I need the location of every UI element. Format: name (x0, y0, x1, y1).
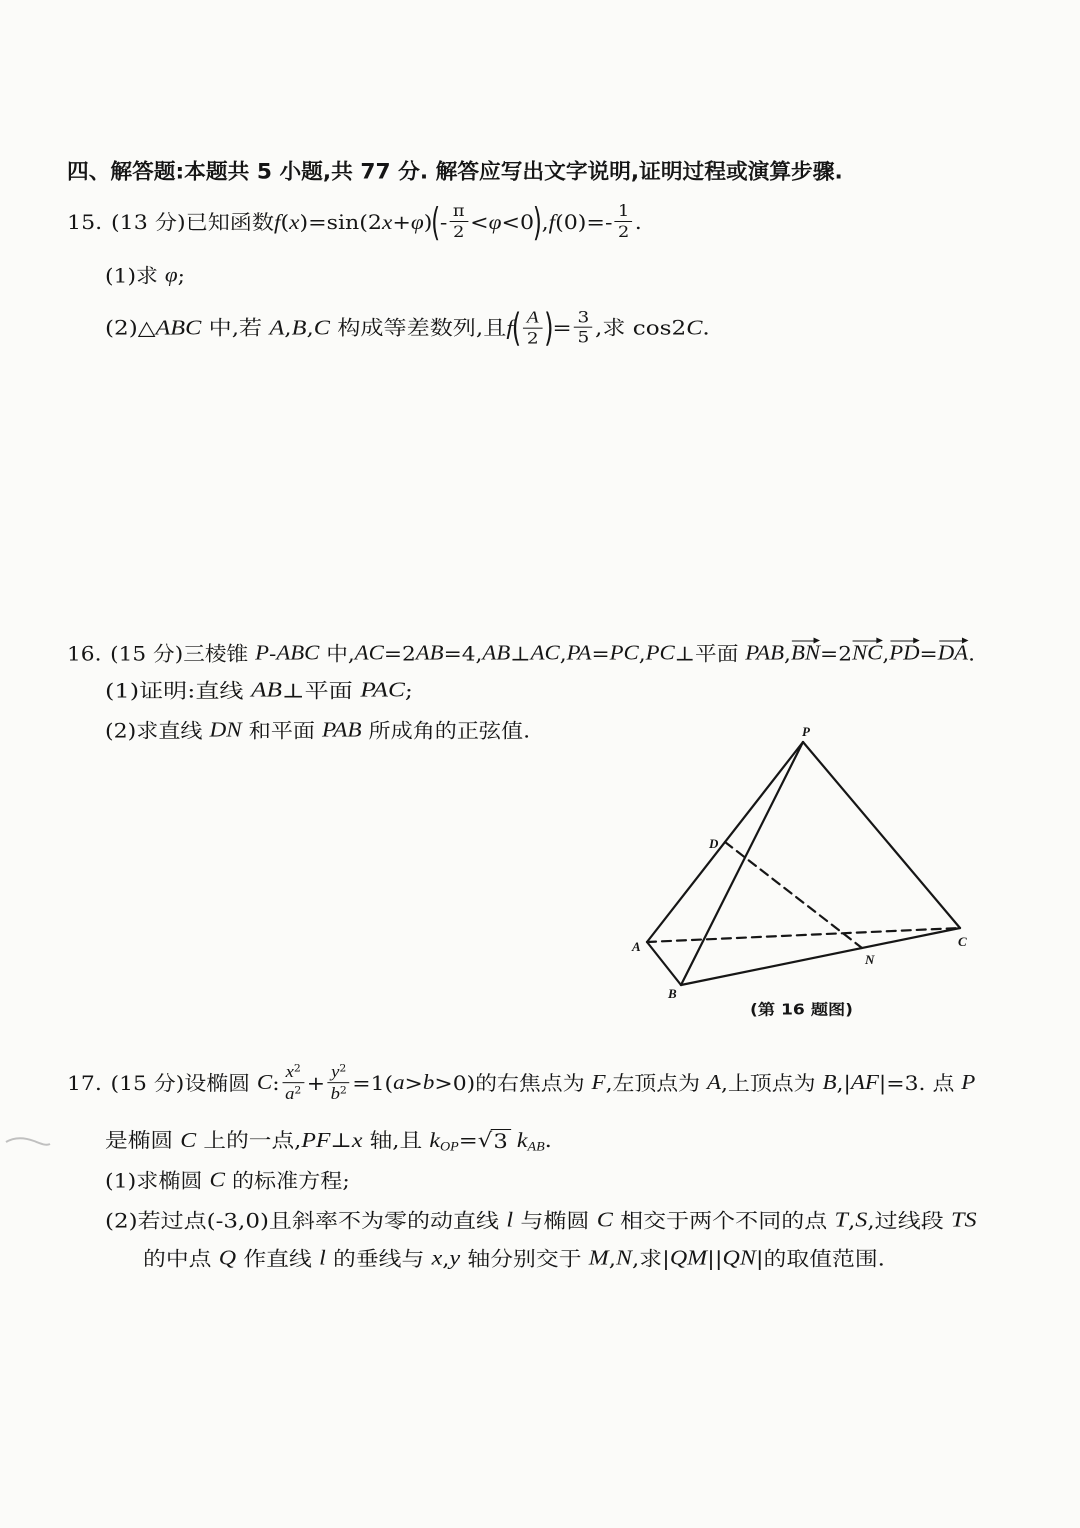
text-run: 和平面 (241, 718, 323, 742)
edge-bc (681, 928, 960, 985)
vector-pd: PD (889, 640, 920, 665)
math-symbol: < (470, 210, 489, 234)
question-number: 16. (67, 641, 102, 665)
math-var: l (506, 1207, 514, 1232)
text-run: 上的一点, (196, 1128, 302, 1152)
math-var: DN (209, 717, 242, 742)
text-run: (1)求椭圆 (105, 1168, 210, 1192)
text-run: 作直线 (236, 1246, 320, 1270)
math-var: x (431, 1245, 443, 1270)
math-symbol: . (968, 641, 975, 665)
math-var: k (429, 1127, 441, 1152)
math-symbol: =2 (820, 641, 852, 665)
q16-part1 (105, 677, 413, 702)
math-var: F (591, 1070, 606, 1095)
math-symbol: ⊥ (510, 641, 531, 665)
subscript: OP (440, 1139, 459, 1154)
math-var: AB (482, 640, 511, 665)
text-run: ,上顶点为 (721, 1071, 823, 1095)
vertex-label-d: D (709, 836, 719, 851)
slope-k-ab (516, 1127, 545, 1154)
math-symbol: = (458, 1128, 478, 1152)
text-run: 轴分别交于 (460, 1246, 589, 1270)
question-number: 15. (67, 210, 103, 234)
text-run: ⊥平面 (674, 641, 746, 665)
math-var: C (256, 1070, 273, 1095)
text-run: ,左顶点为 (605, 1071, 708, 1095)
math-symbol: , (559, 641, 567, 665)
math-symbol: , (442, 1246, 450, 1270)
math-var: PC (609, 640, 639, 665)
q17-stem (67, 1063, 975, 1103)
math-var: C (313, 315, 330, 340)
text-run: (2)求直线 (105, 718, 210, 742)
fraction-denominator: 2 (526, 328, 539, 348)
fraction-denominator: 2 (453, 222, 465, 241)
question-score: (15 分) (110, 641, 184, 665)
math-symbol: . (634, 210, 642, 234)
text-run: 的垂线与 (325, 1246, 432, 1270)
math-symbol: || (707, 1246, 723, 1270)
math-var: B (822, 1070, 837, 1095)
math-var: TS (951, 1207, 977, 1232)
math-var: T (834, 1207, 848, 1232)
math-var: C (686, 315, 703, 340)
text-run: >0)的右焦点为 (434, 1071, 592, 1095)
math-symbol: - (268, 641, 277, 665)
math-var: AC (354, 640, 384, 665)
edge-ac-hidden (647, 928, 960, 942)
math-var: A (707, 1070, 722, 1095)
subscript: AB (527, 1139, 545, 1154)
vertex-label-a: A (632, 939, 641, 954)
fraction (327, 1063, 350, 1103)
vector-da: DA (937, 640, 969, 665)
math-var: y (449, 1245, 461, 1270)
q16-part2 (105, 717, 531, 742)
vector-nc: NC (851, 640, 883, 665)
math-var: N (616, 1245, 633, 1270)
math-symbol: ) (423, 210, 433, 234)
math-var: f (548, 209, 556, 234)
question-score: (15 分) (110, 1071, 185, 1095)
math-symbol: : (272, 1071, 280, 1095)
fraction-denominator: 2 (617, 222, 630, 241)
math-var: x (381, 209, 393, 234)
edge-pc (803, 742, 960, 928)
edge-pb (681, 742, 803, 985)
math-symbol: = (552, 315, 572, 340)
math-var: AF (850, 1070, 879, 1095)
tetrahedron-figure (630, 720, 980, 1005)
math-symbol: , (608, 1246, 617, 1270)
math-symbol: )=sin(2 (299, 210, 382, 234)
section-header: 四、解答题:本题共 5 小题,共 77 分. 解答应写出文字说明,证明过程或演算步骤. (67, 159, 843, 184)
math-symbol: =2 (383, 641, 416, 665)
fraction-denominator (282, 1083, 305, 1103)
math-var: P (961, 1070, 976, 1095)
vertex-label-p: P (802, 724, 810, 739)
math-symbol: =4, (443, 641, 483, 665)
question-number: 17. (67, 1071, 102, 1095)
math-symbol: + (306, 1071, 326, 1095)
math-symbol: (0)=- (555, 210, 613, 234)
vertex-label-b: B (668, 986, 677, 1001)
exponent: 2 (339, 1085, 347, 1097)
q17-part1 (105, 1167, 350, 1192)
math-symbol: =1( (352, 1071, 394, 1095)
fraction-numerator: A (523, 309, 542, 329)
text-run: 的标准方程; (224, 1168, 350, 1192)
fraction (523, 309, 542, 348)
math-symbol: <0 (501, 210, 535, 234)
math-var: b (422, 1070, 435, 1095)
text-run: ; (404, 678, 413, 702)
math-var: Q (218, 1245, 237, 1270)
math-symbol: - (439, 210, 448, 234)
math-symbol: . (702, 315, 710, 340)
math-var: f (506, 315, 514, 340)
fraction (615, 203, 633, 241)
right-paren: ) (533, 200, 543, 244)
math-var: φ (164, 262, 178, 287)
math-var: k (516, 1127, 528, 1152)
math-var: C (596, 1207, 613, 1232)
text-run: 相交于两个不同的点 (612, 1208, 835, 1232)
exponent: 2 (339, 1063, 347, 1075)
math-symbol: , (306, 315, 314, 340)
q17-stem-line2 (105, 1127, 552, 1154)
text-run: 所成角的正弦值. (361, 718, 531, 742)
math-symbol: + (392, 210, 411, 234)
math-symbol: ⊥ (330, 1128, 352, 1152)
text-run: 构成等差数列,且 (329, 315, 507, 340)
text-run: 轴,且 (362, 1128, 430, 1152)
math-var: a (285, 1084, 295, 1103)
math-var: x (289, 209, 300, 234)
math-symbol: , (541, 210, 549, 234)
left-paren: ( (431, 200, 441, 244)
text-run: 三棱锥 (183, 641, 256, 665)
text-run: (1)证明:直线 (105, 678, 252, 702)
math-symbol: = (919, 641, 938, 665)
math-var: AB (415, 640, 444, 665)
text-run: ,求| (632, 1246, 670, 1270)
question-score: (13 分) (111, 210, 186, 234)
math-var: M (588, 1245, 609, 1270)
math-var: ABC (155, 315, 202, 340)
math-var: a (393, 1070, 405, 1095)
math-var: B (291, 315, 307, 340)
text-run: 的中点 (143, 1246, 219, 1270)
fraction-denominator (327, 1083, 350, 1103)
q16-stem (67, 640, 975, 665)
text-run: |=3. 点 (878, 1071, 962, 1095)
sqrt-radicand: 3 (491, 1129, 511, 1151)
math-var: φ (488, 209, 502, 234)
math-symbol: ( (280, 210, 290, 234)
math-var: x (351, 1127, 363, 1152)
math-var: S (855, 1207, 868, 1232)
text-run: 设椭圆 (184, 1071, 257, 1095)
text-run: |的取值范围. (755, 1246, 885, 1270)
exponent: 2 (294, 1085, 302, 1097)
math-symbol: , (847, 1208, 856, 1232)
math-var: φ (410, 209, 424, 234)
math-symbol: , (284, 315, 292, 340)
math-var: AC (530, 640, 560, 665)
math-var: PAB (745, 640, 785, 665)
text-run: ⊥平面 (281, 678, 361, 702)
math-symbol: > (404, 1071, 423, 1095)
text-run: 与椭圆 (513, 1208, 597, 1232)
fraction-numerator: 3 (574, 309, 593, 328)
math-var: f (274, 209, 281, 234)
point-label-n: N (865, 952, 875, 967)
text-run: ,求 cos2 (595, 315, 687, 340)
math-var: QM (669, 1245, 708, 1270)
text-run: (2)若过点(-3,0)且斜率不为零的动直线 (105, 1208, 507, 1232)
math-var: PAB (322, 717, 362, 742)
math-var: C (209, 1167, 225, 1192)
figure-caption: (第 16 题图) (750, 1000, 854, 1019)
scan-smudge (4, 1132, 52, 1152)
math-symbol: , (882, 641, 890, 665)
math-var: ABC (276, 640, 320, 665)
edge-ab (647, 942, 681, 985)
text-run: ; (177, 263, 186, 287)
vertex-label-c: C (958, 934, 967, 949)
q17-part2 (105, 1207, 977, 1232)
math-var: PC (645, 640, 675, 665)
math-var: AB (251, 677, 282, 702)
text-run: 是椭圆 (105, 1128, 181, 1152)
math-var: y (331, 1062, 340, 1082)
left-paren: ( (512, 305, 522, 350)
q15-part1 (105, 262, 186, 287)
math-var: QN (722, 1245, 756, 1270)
fraction (574, 309, 593, 347)
q15-part2 (105, 305, 710, 350)
math-var: P (255, 640, 269, 665)
text-run: (1)求 (105, 263, 165, 287)
math-var: PA (566, 640, 592, 665)
text-run: 中, (319, 641, 355, 665)
fraction-numerator: π (450, 203, 468, 222)
fraction (282, 1063, 305, 1103)
fraction-numerator (282, 1063, 304, 1083)
math-var: PF (301, 1127, 331, 1152)
text-run: 已知函数 (185, 210, 275, 234)
sqrt-sign: √ (477, 1128, 493, 1152)
text-run: ,过线段 (867, 1208, 952, 1232)
math-var: PAC (360, 677, 405, 702)
math-var: b (330, 1084, 340, 1103)
math-symbol: , (638, 641, 646, 665)
right-paren: ) (543, 305, 554, 350)
fraction-numerator (328, 1063, 350, 1083)
q17-part2-continued (143, 1245, 885, 1270)
vector-bn: BN (790, 640, 821, 665)
slope-k-op (429, 1127, 459, 1154)
text-run: 中,若 (201, 315, 270, 340)
text-run: (2)△ (105, 315, 156, 340)
exponent: 2 (293, 1063, 301, 1075)
math-symbol: , (784, 641, 791, 665)
math-symbol: = (591, 641, 610, 665)
math-var: x (285, 1062, 294, 1082)
math-var: l (319, 1245, 326, 1270)
math-symbol: ,| (836, 1071, 851, 1095)
fraction-numerator: 1 (615, 203, 633, 222)
math-symbol: . (544, 1128, 552, 1152)
fraction (450, 203, 468, 241)
math-var: A (269, 315, 285, 340)
math-var: C (180, 1127, 197, 1152)
q15-stem (67, 200, 642, 244)
fraction-denominator: 5 (577, 327, 590, 347)
